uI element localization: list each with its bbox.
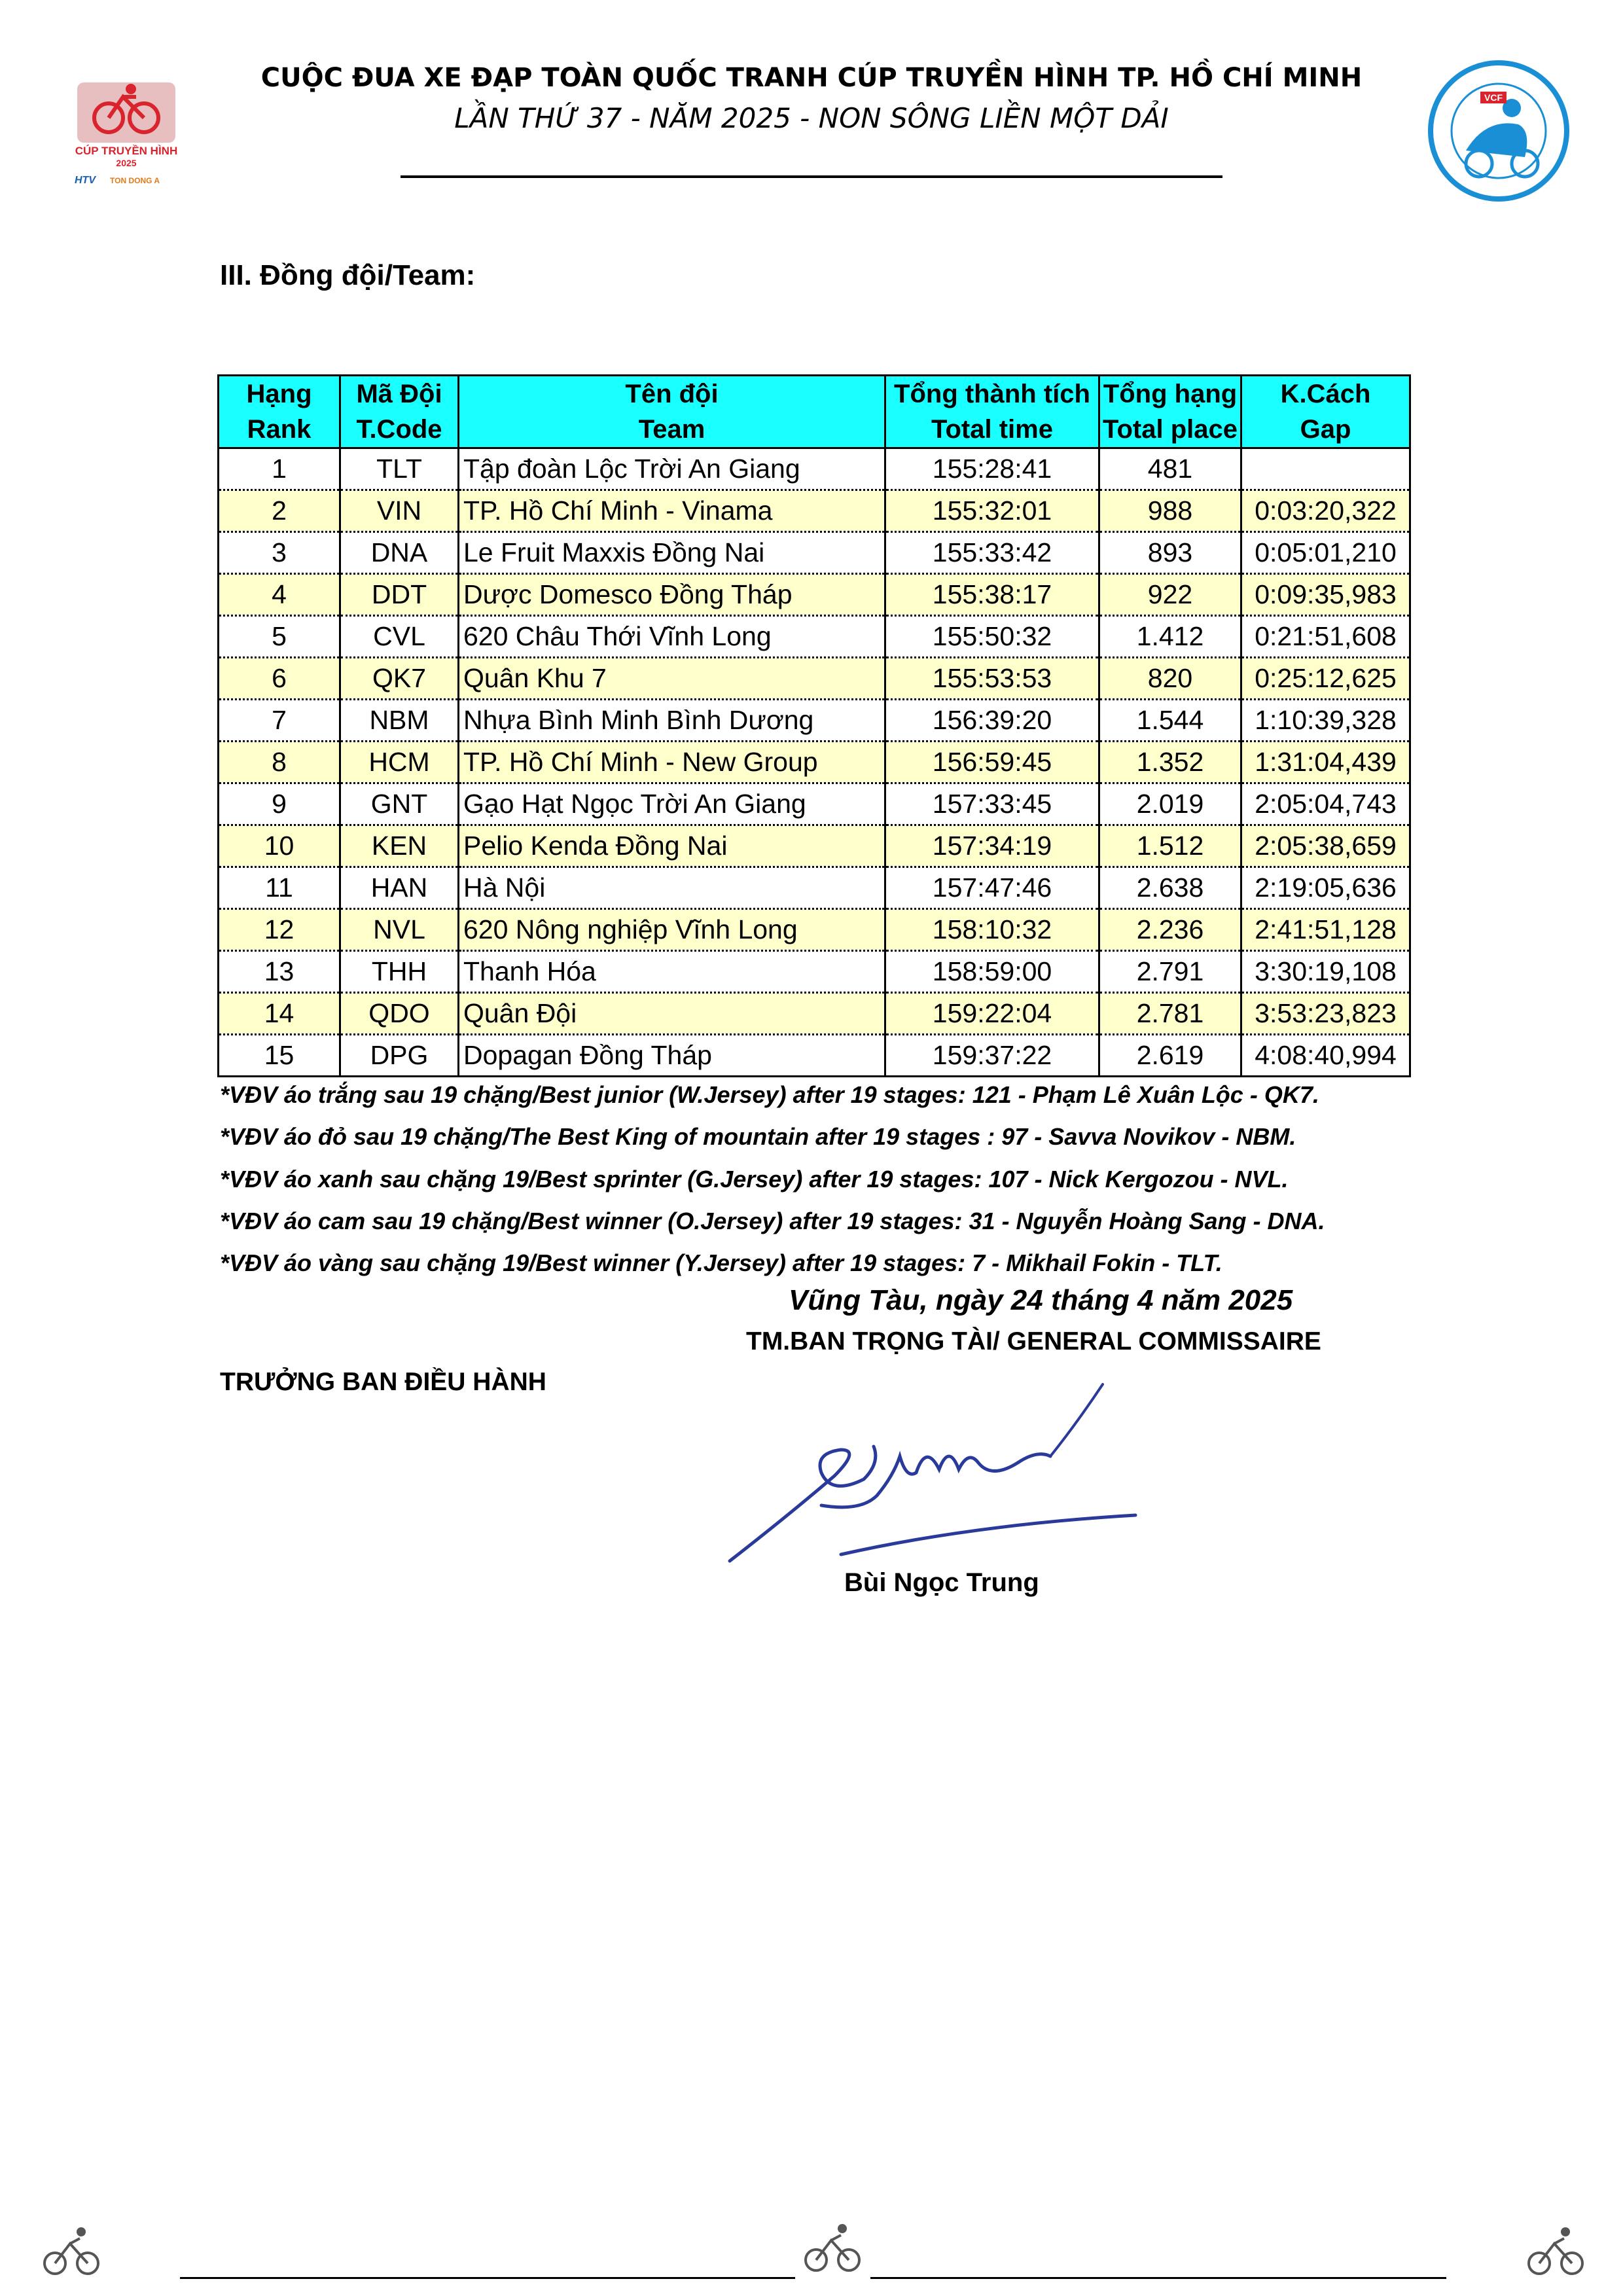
cell-gap: 4:08:40,994 xyxy=(1241,1035,1410,1077)
table-row xyxy=(219,490,1410,532)
cell-rank: 14 xyxy=(219,993,340,1035)
header-team-name: Tên đội Team xyxy=(459,376,885,448)
note-yellow-jersey: *VĐV áo vàng sau chặng 19/Best winner (Y.Jersey) after 19 stages: 7 - Mikhail Fokin - TLT. xyxy=(220,1249,1222,1276)
cell-rank: 2 xyxy=(219,490,340,532)
cell-total-time: 155:33:42 xyxy=(885,532,1099,574)
cell-total-time: 157:47:46 xyxy=(885,867,1099,909)
cell-total-time: 158:10:32 xyxy=(885,909,1099,951)
table-row xyxy=(219,532,1410,574)
cyclist-mark-icon xyxy=(1525,2225,1590,2278)
cell-team-name: Pelio Kenda Đồng Nai xyxy=(459,825,885,867)
cell-gap: 0:21:51,608 xyxy=(1241,616,1410,658)
cell-gap: 0:03:20,322 xyxy=(1241,490,1410,532)
cell-rank: 3 xyxy=(219,532,340,574)
cell-team-name: 620 Châu Thới Vĩnh Long xyxy=(459,616,885,658)
cell-gap: 1:31:04,439 xyxy=(1241,742,1410,783)
table-row xyxy=(219,658,1410,700)
cell-total-place: 2.236 xyxy=(1099,909,1241,951)
cell-rank: 5 xyxy=(219,616,340,658)
section-title: III. Đồng đội/Team: xyxy=(220,259,476,291)
cell-total-place: 2.791 xyxy=(1099,951,1241,993)
note-white-jersey: *VĐV áo trắng sau 19 chặng/Best junior (W.Jersey) after 19 stages: 121 - Phạm Lê Xuân Lộc - QK7. xyxy=(220,1081,1319,1108)
cell-total-place: 922 xyxy=(1099,574,1241,616)
cell-team-name: Tập đoàn Lộc Trời An Giang xyxy=(459,448,885,490)
cell-total-time: 159:37:22 xyxy=(885,1035,1099,1077)
cell-team-code: DNA xyxy=(340,532,459,574)
cell-total-time: 157:33:45 xyxy=(885,783,1099,825)
logo-left-caption: CÚP TRUYỀN HÌNH xyxy=(75,145,178,157)
note-red-jersey: *VĐV áo đỏ sau 19 chặng/The Best King of mountain after 19 stages : 97 - Savva Novikov - NBM. xyxy=(220,1123,1296,1150)
cell-rank: 7 xyxy=(219,700,340,742)
cell-total-time: 157:34:19 xyxy=(885,825,1099,867)
cell-total-time: 155:32:01 xyxy=(885,490,1099,532)
cell-gap: 0:09:35,983 xyxy=(1241,574,1410,616)
cell-rank: 15 xyxy=(219,1035,340,1077)
logo-left-sponsor-tdg: TON DONG A xyxy=(110,176,160,185)
cell-gap: 1:10:39,328 xyxy=(1241,700,1410,742)
cell-team-code: NVL xyxy=(340,909,459,951)
event-title: CUỘC ĐUA XE ĐẠP TOÀN QUỐC TRANH CÚP TRUYỀN HÌNH TP. HỒ CHÍ MINH xyxy=(260,63,1363,93)
header-team-code: Mã Đội T.Code xyxy=(340,376,459,448)
cell-total-time: 156:39:20 xyxy=(885,700,1099,742)
cell-team-name: Hà Nội xyxy=(459,867,885,909)
table-header-row xyxy=(219,376,1410,448)
cell-team-name: Dopagan Đồng Tháp xyxy=(459,1035,885,1077)
cell-rank: 6 xyxy=(219,658,340,700)
table-row xyxy=(219,825,1410,867)
cell-team-code: GNT xyxy=(340,783,459,825)
cell-total-place: 893 xyxy=(1099,532,1241,574)
cell-team-name: TP. Hồ Chí Minh - Vinama xyxy=(459,490,885,532)
cell-team-code: DDT xyxy=(340,574,459,616)
cell-total-place: 2.781 xyxy=(1099,993,1241,1035)
cell-gap: 0:05:01,210 xyxy=(1241,532,1410,574)
handwritten-signature xyxy=(710,1365,1162,1581)
table-row xyxy=(219,616,1410,658)
cell-team-code: QK7 xyxy=(340,658,459,700)
cell-rank: 12 xyxy=(219,909,340,951)
cell-rank: 10 xyxy=(219,825,340,867)
header-total-time: Tổng thành tích Total time xyxy=(885,376,1099,448)
commissaire-title: TM.BAN TRỌNG TÀI/ GENERAL COMMISSAIRE xyxy=(746,1327,1321,1355)
table-row xyxy=(219,574,1410,616)
cell-total-place: 1.544 xyxy=(1099,700,1241,742)
cell-team-name: Thanh Hóa xyxy=(459,951,885,993)
cell-total-place: 2.019 xyxy=(1099,783,1241,825)
cell-total-place: 820 xyxy=(1099,658,1241,700)
cell-rank: 9 xyxy=(219,783,340,825)
cell-team-name: Dược Domesco Đồng Tháp xyxy=(459,574,885,616)
cell-gap: 3:30:19,108 xyxy=(1241,951,1410,993)
cell-gap: 2:19:05,636 xyxy=(1241,867,1410,909)
cell-total-time: 159:22:04 xyxy=(885,993,1099,1035)
footer-line-left xyxy=(180,2277,795,2279)
cell-team-name: Gạo Hạt Ngọc Trời An Giang xyxy=(459,783,885,825)
cell-total-place: 988 xyxy=(1099,490,1241,532)
cell-team-code: CVL xyxy=(340,616,459,658)
cell-total-place: 2.638 xyxy=(1099,867,1241,909)
header-gap: K.Cách Gap xyxy=(1241,376,1410,448)
cell-team-name: Quân Khu 7 xyxy=(459,658,885,700)
cell-gap: 2:05:04,743 xyxy=(1241,783,1410,825)
cell-team-code: HAN xyxy=(340,867,459,909)
cell-gap: 2:41:51,128 xyxy=(1241,909,1410,951)
cell-total-time: 156:59:45 xyxy=(885,742,1099,783)
cell-team-name: Quân Đội xyxy=(459,993,885,1035)
table-row xyxy=(219,867,1410,909)
cell-total-time: 155:28:41 xyxy=(885,448,1099,490)
table-row xyxy=(219,742,1410,783)
cell-rank: 1 xyxy=(219,448,340,490)
director-title: TRƯỞNG BAN ĐIỀU HÀNH xyxy=(220,1368,546,1396)
table-row xyxy=(219,448,1410,490)
cell-gap: 2:05:38,659 xyxy=(1241,825,1410,867)
table-row xyxy=(219,783,1410,825)
cell-team-name: Nhựa Bình Minh Bình Dương xyxy=(459,700,885,742)
cell-total-time: 155:53:53 xyxy=(885,658,1099,700)
date-line: Vũng Tàu, ngày 24 tháng 4 năm 2025 xyxy=(789,1284,1293,1316)
cell-total-place: 481 xyxy=(1099,448,1241,490)
cell-total-time: 155:38:17 xyxy=(885,574,1099,616)
cell-team-code: DPG xyxy=(340,1035,459,1077)
header-total-place: Tổng hạng Total place xyxy=(1099,376,1241,448)
cell-rank: 8 xyxy=(219,742,340,783)
logo-left-year: 2025 xyxy=(116,158,137,168)
table-row xyxy=(219,993,1410,1035)
footer-line-right xyxy=(870,2277,1446,2279)
note-green-jersey: *VĐV áo xanh sau chặng 19/Best sprinter (G.Jersey) after 19 stages: 107 - Nick Kergozou - NVL. xyxy=(220,1166,1289,1193)
cell-team-name: 620 Nông nghiệp Vĩnh Long xyxy=(459,909,885,951)
cell-team-code: QDO xyxy=(340,993,459,1035)
cyclist-mark-icon xyxy=(802,2222,867,2274)
cell-team-code: TLT xyxy=(340,448,459,490)
logo-left-sponsor-htv: HTV xyxy=(75,175,96,186)
cell-team-name: Le Fruit Maxxis Đồng Nai xyxy=(459,532,885,574)
cell-total-place: 1.512 xyxy=(1099,825,1241,867)
table-row xyxy=(219,1035,1410,1077)
cell-gap xyxy=(1241,448,1410,490)
cell-rank: 4 xyxy=(219,574,340,616)
note-orange-jersey: *VĐV áo cam sau 19 chặng/Best winner (O.Jersey) after 19 stages: 31 - Nguyễn Hoàng Sang - DNA. xyxy=(220,1208,1325,1234)
cell-gap: 0:25:12,625 xyxy=(1241,658,1410,700)
cell-team-code: VIN xyxy=(340,490,459,532)
header-rank: Hạng Rank xyxy=(219,376,340,448)
event-subtitle: LẦN THỨ 37 - NĂM 2025 - NON SÔNG LIỀN MỘT DẢI xyxy=(454,102,1169,134)
cell-team-code: THH xyxy=(340,951,459,993)
cell-team-code: NBM xyxy=(340,700,459,742)
cell-total-place: 1.412 xyxy=(1099,616,1241,658)
cell-total-time: 155:50:32 xyxy=(885,616,1099,658)
cell-total-place: 2.619 xyxy=(1099,1035,1241,1077)
cell-total-place: 1.352 xyxy=(1099,742,1241,783)
cell-total-time: 158:59:00 xyxy=(885,951,1099,993)
cell-team-code: HCM xyxy=(340,742,459,783)
cell-rank: 11 xyxy=(219,867,340,909)
cyclist-mark-icon xyxy=(41,2225,106,2278)
cell-gap: 3:53:23,823 xyxy=(1241,993,1410,1035)
cell-rank: 13 xyxy=(219,951,340,993)
title-divider xyxy=(401,175,1222,178)
table-row xyxy=(219,700,1410,742)
cell-team-name: TP. Hồ Chí Minh - New Group xyxy=(459,742,885,783)
signer-name: Bùi Ngọc Trung xyxy=(844,1568,1039,1597)
table-row xyxy=(219,951,1410,993)
logo-right-caption: VCF xyxy=(1484,92,1503,103)
table-row xyxy=(219,909,1410,951)
cell-team-code: KEN xyxy=(340,825,459,867)
team-results-table xyxy=(217,374,1411,1077)
